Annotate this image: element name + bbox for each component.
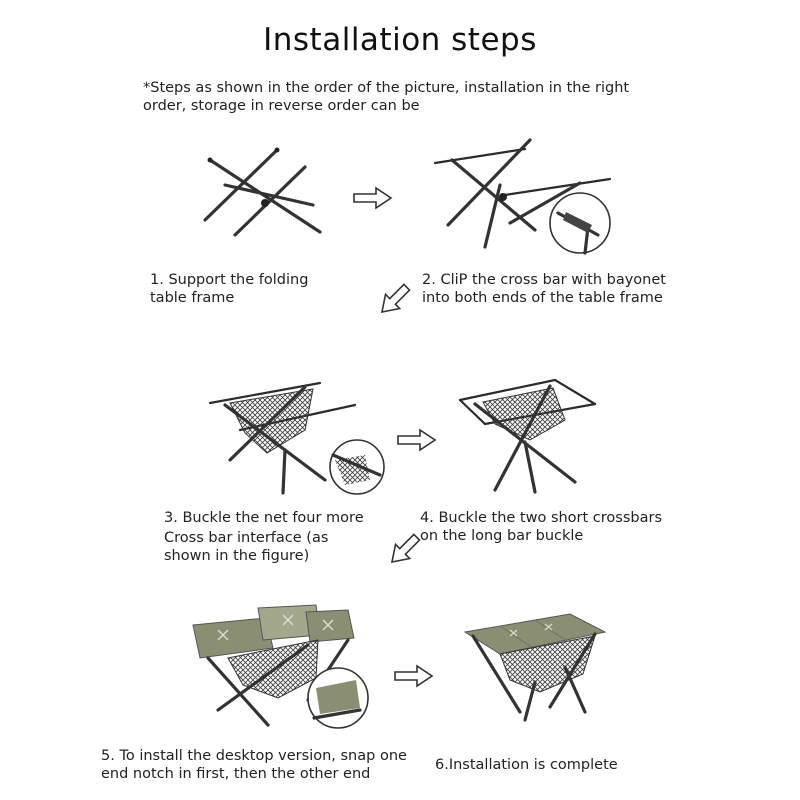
step-1-figure	[195, 145, 335, 245]
step-3-caption: 3. Buckle the net four more Cross bar interface (as shown in the figure)	[164, 510, 364, 564]
note-line-2: order, storage in reverse order can be	[143, 98, 420, 114]
step-3-figure	[205, 375, 390, 500]
step-2-figure	[430, 135, 620, 265]
instruction-note	[143, 79, 643, 115]
arrow-right-icon	[393, 664, 435, 688]
arrow-right-icon	[396, 428, 438, 452]
arrow-down-left-icon	[384, 530, 424, 570]
page-title: Installation steps	[263, 22, 537, 58]
step-6-figure	[455, 602, 615, 727]
step-5-figure	[188, 600, 373, 735]
step-5-caption: 5. To install the desktop version, snap one end notch in first, then the other end	[101, 748, 407, 782]
step-2-caption: 2. CliP the cross bar with bayonet into both ends of the table frame	[422, 272, 666, 306]
step-1-caption: 1. Support the folding table frame	[150, 272, 309, 306]
arrow-down-left-icon	[374, 280, 414, 320]
arrow-right-icon	[352, 186, 394, 210]
note-line-1: *Steps as shown in the order of the picture, installation in the right	[143, 80, 630, 96]
step-4-figure	[455, 372, 605, 497]
step-4-caption: 4. Buckle the two short crossbars on the long bar buckle	[420, 510, 663, 544]
step-6-caption: 6.Installation is complete	[435, 757, 618, 773]
